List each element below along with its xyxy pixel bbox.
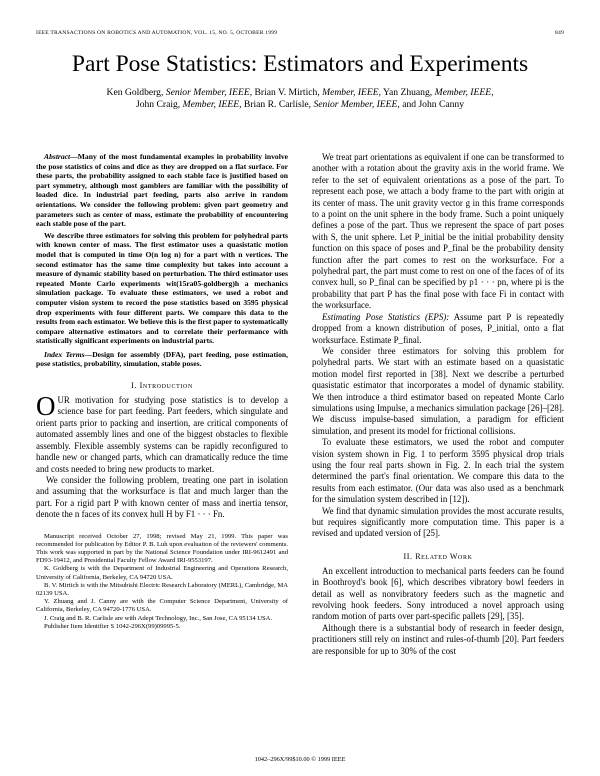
body-paragraph-findings: We find that dynamic simulation provides the most accurate results, but requires significantly more computation time. This paper is a revised and updated version of [25].	[312, 505, 564, 539]
right-column	[312, 152, 564, 657]
footnote: Publisher Item Identifier S 1042-296X(99)09995-5.	[44, 622, 181, 630]
author-zhuang: Yan Zhuang,	[383, 87, 433, 98]
eps-label: Estimating Pose Statistics (EPS):	[322, 311, 450, 322]
intro-paragraph-1	[36, 391, 288, 475]
footnote: B. V. Mirtich is with the Mitsubishi Electric Research Laboratory (MERL), Cambridge, MA 02139 USA.	[36, 581, 288, 597]
author-role: Member, IEEE,	[182, 99, 242, 111]
abstract-paragraph-2: We describe three estimators for solving this problem for polyhedral parts with known center of mass. The first estimator uses a quasistatic motion model that is computed in time O(n log n) for a part with n vertices. The second estimator has the same time complexity but takes into account a measure of dynamic stability based on perturbation. The third estimator uses repeated Monte Carlo experiments wit(15ra05-goldberg)h a mechanics simulation package. To evaluate these estimators, we used a robot and computer vision system to record the pose statistics based on 3595 physical drop experiments with four different parts. We compare this data to the results from each estimator. We believe this is the first paper to systematically compare alternative estimators and to correlate their performance with statistically significant experiments on industrial parts.	[36, 230, 288, 346]
section-heading-introduction: I. Introduction	[131, 381, 193, 391]
copyright-footer: 1042–296X/99$10.00 © 1999 IEEE	[254, 756, 346, 763]
author-canny: and John Canny	[402, 99, 465, 111]
eps-text: Assume part P is repeatedly dropped from a known distribution of poses, P_initial, onto a flat worksurface. Estimate P_final.	[312, 311, 564, 345]
abstract-paragraph-1	[36, 152, 288, 229]
author-craig: John Craig,	[135, 99, 181, 111]
running-header	[36, 30, 564, 40]
intro-paragraph-2: We consider the following problem, treating one part in isolation and assuming that the worksurface is flat and much larger than the part. For a rigid part P with known center of mass and inertia tensor, denote the n faces of its convex hull H by F1 · · · Fn.	[36, 474, 288, 520]
body-paragraph-poses: We treat part orientations as equivalent if one can be transformed to another with a rotation about the gravity axis in the world frame. We refer to the set of equivalent orientations as a pose of the part. To represent each pose, we attach a body frame to the part with origin at its center of mass. The unit gravity vector g in this frame corresponds to a point on the unit sphere in the body frame. Such a point uniquely defines a pose of the part. Thus we represent the space of part poses with S, the unit sphere. Let P_initial be the initial probability density function on this space of poses and P_final be the probability density function after the part comes to rest on the worksurface. For a polyhedral part, the part must come to rest on one of the faces of of its convex hull, so P_final can be specified by p1 · · · pn, where pi is the probability that part P has the final pose with face Fi in contact with the worksurface.	[312, 152, 564, 311]
journal-header: IEEE TRANSACTIONS ON ROBOTICS AND AUTOMATION, VOL. 15, NO. 5, OCTOBER 1999	[36, 30, 278, 36]
footnote: K. Goldberg is with the Department of Industrial Engineering and Operations Research, University of California, Berkeley, CA 94720 USA.	[36, 565, 288, 581]
section-heading-related-work: II. Related Work	[403, 551, 473, 561]
author-mirtich: Brian V. Mirtich,	[254, 87, 320, 98]
author-role: Member, IEEE,	[434, 87, 494, 98]
index-terms-text: —Design for assembly (DFA), part feeding, pose estimation, pose statistics, probability, simulation, stable poses.	[36, 349, 289, 369]
abstract-label: Abstract	[44, 152, 71, 161]
intro-text: UR motivation for studying pose statistics is to develop a science base for part feeding. Part feeders, which singulate and orient parts prior to packing and insertion, are critical components of automated assembly lines and one of the biggest obstacles to flexible assembly. Flexible assembly systems can be rapidly reconfigured to handle new or changed parts, which can dramatically reduce the time and costs needed to bring new products to market.	[36, 395, 288, 474]
related-paragraph-2: Although there is a substantial body of research in feeder design, practitioners still rely on instinct and rules-of-thumb [20]. Part feeders are responsible for up to 30% of the cost	[312, 622, 564, 656]
body-paragraph-evaluation: To evaluate these estimators, we used the robot and computer vision system shown in Fig. 1 to perform 3595 physical drop trials using the four real parts shown in Fig. 2. In each trial the system determined the part's final orientation. We compare this data to the results from each estimator. (Our data was also used as a benchmark for the simulation system described in [12]).	[312, 437, 564, 505]
page-number: 849	[555, 30, 564, 36]
index-terms	[36, 350, 288, 369]
footnotes	[36, 533, 288, 631]
author-role: Member, IEEE,	[322, 87, 381, 98]
related-paragraph-1: An excellent introduction to mechanical parts feeders can be found in Boothroyd's book [6], which describes vibratory bowl feeders in detail as well as nonvibratory feeders such as the magnetic and revolving hook feeders. Sony introduced a novel approach using random motion of parts over part-specific pallets [29], [35].	[312, 565, 564, 622]
footnote: Y. Zhuang and J. Canny are with the Computer Science Department, University of California, Berkeley, CA 94720-1776 USA.	[36, 598, 288, 614]
left-column	[36, 152, 288, 631]
author-list	[60, 87, 540, 112]
author-carlisle: Brian R. Carlisle,	[243, 99, 312, 111]
footnote: J. Craig and B. R. Carlisle are with Adept Technology, Inc., San Jose, CA 95134 USA.	[44, 614, 273, 622]
author-goldberg: Ken Goldberg,	[106, 87, 164, 98]
author-role: Senior Member, IEEE,	[313, 99, 400, 111]
index-terms-label: Index Terms	[44, 349, 85, 359]
body-paragraph-eps	[312, 312, 564, 346]
paper-title: Part Pose Statistics: Estimators and Experiments	[71, 51, 529, 77]
drop-cap: O	[36, 391, 56, 422]
footnote: Manuscript received October 27, 1998; revised May 21, 1999. This paper was recommended for publication by Editor P. B. Luh upon evaluation of the reviewers' comments. This work was supported in part by the National Science Foundation under IRI-9612491 and FD93-19412, and Presidential Faculty Fellow Award IRI-9553197.	[36, 532, 288, 565]
abstract-text: —Many of the most fundamental examples in probability involve the pose statistics of coins and dice as they are dropped on a flat surface. For these parts, the probability assigned to each stable face is justified based on part symmetry, although most gamblers are familiar with the possibility of loaded dice. In industrial part feeding, parts also arrive in random orientations. We consider the following problem: given part geometry and parameters such as center of mass, estimate the probability of encountering each stable pose of the part.	[36, 152, 288, 229]
body-paragraph-estimators: We consider three estimators for solving this problem for polyhedral parts. We start with an estimate based on a quasistatic motion model first reported in [38]. Next we describe a perturbed quasistatic estimator that incorporates a model of dynamic stability. We then introduce a third estimator based on repeated Monte Carlo simulations using Impulse, a mechanics simulation package [26]–[28]. We discuss impulse-based simulation, a paradigm for efficient simulation, and present its model for frictional collisions.	[312, 345, 564, 436]
author-role: Senior Member, IEEE,	[165, 87, 253, 98]
